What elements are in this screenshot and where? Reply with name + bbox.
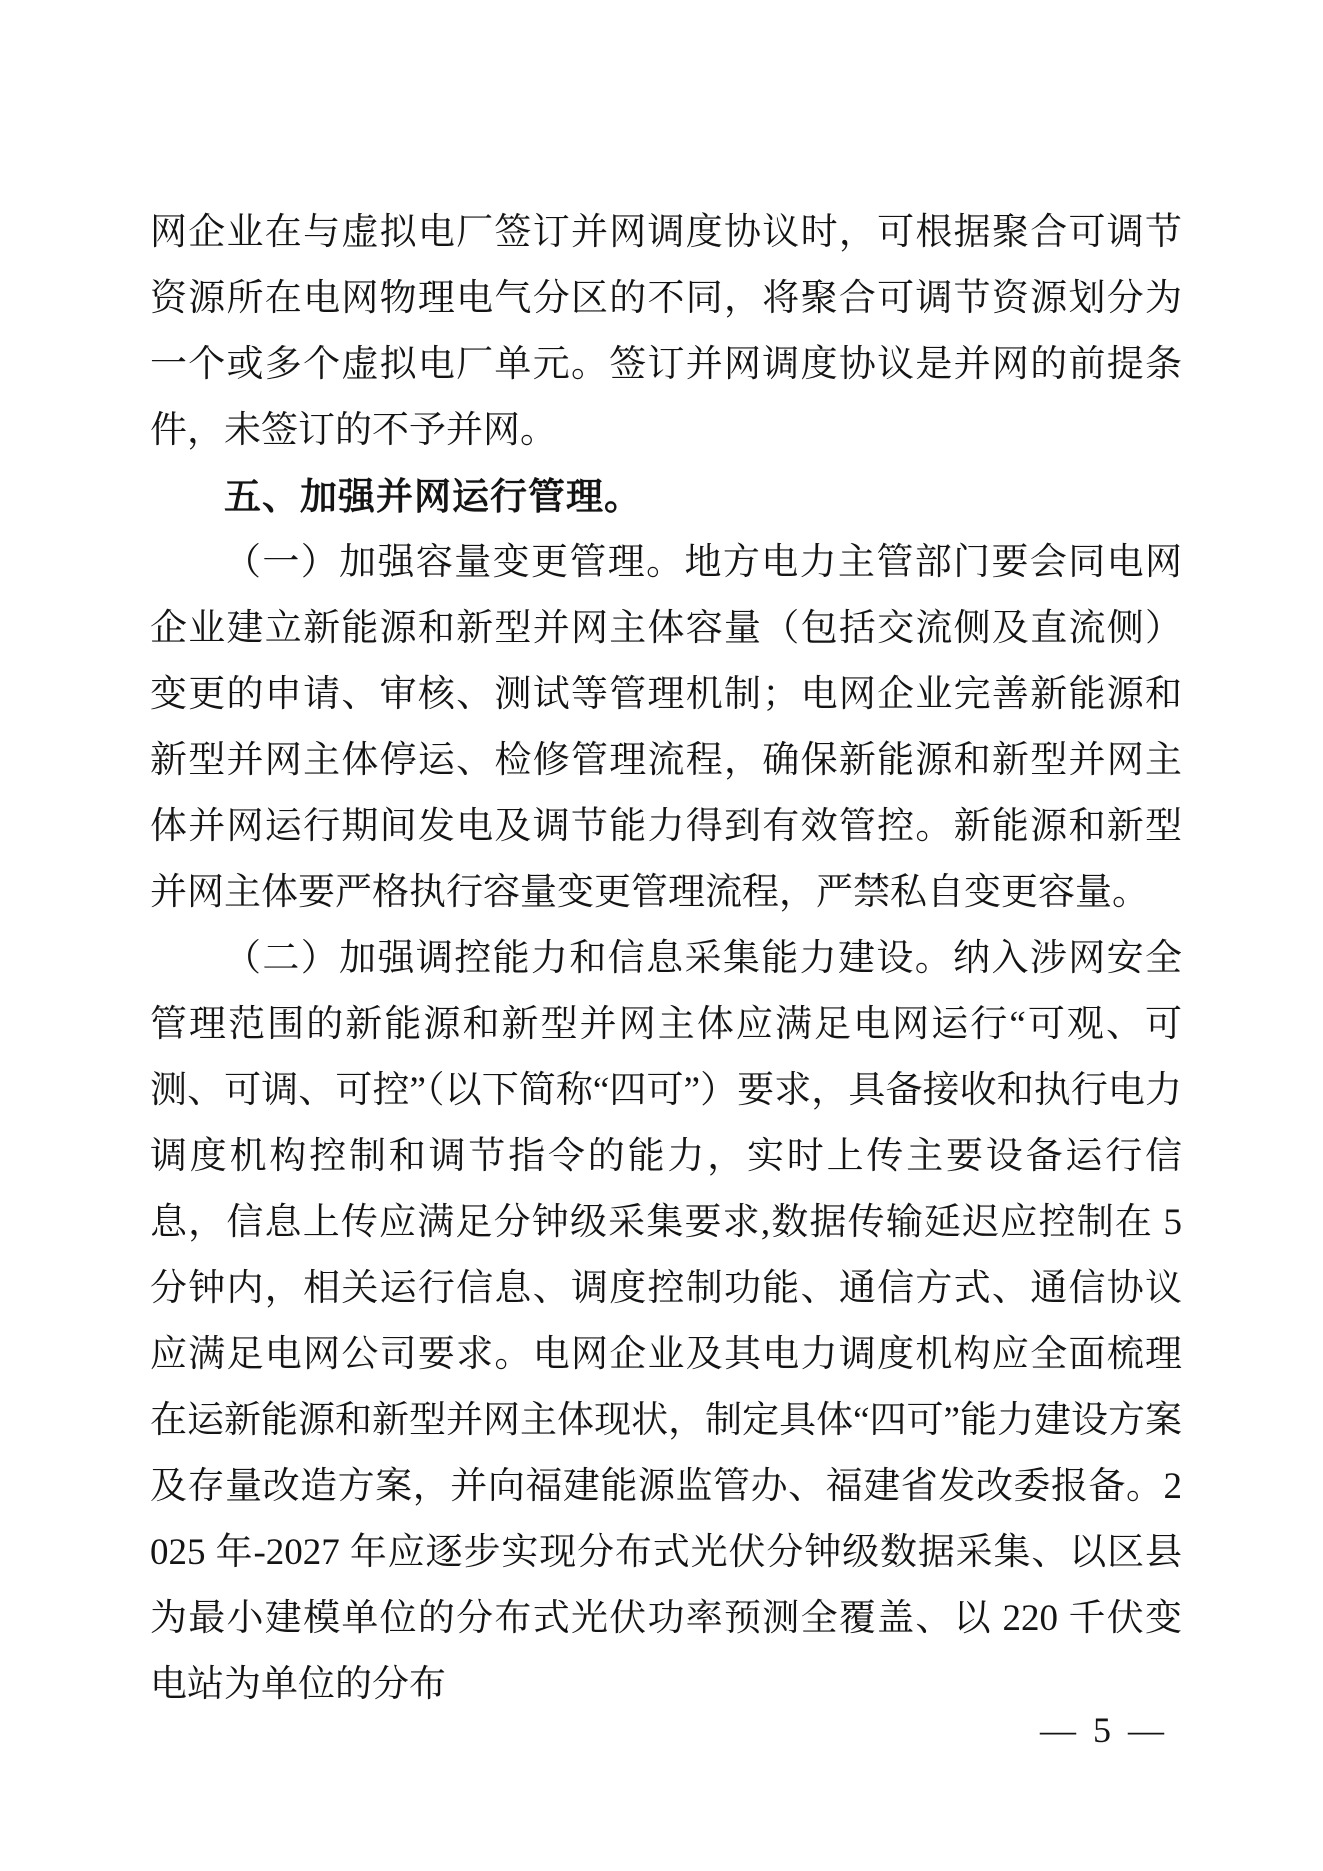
paragraph-item-2 xyxy=(150,926,1182,1718)
clause-body-2: 纳入涉网安全管理范围的新能源和新型并网主体应满足电网运行“可观、可测、可调、可控”（以下简称“四可”）要求，具备接收和执行电力调度机构控制和调节指令的能力，实时上传主要设备运行信息，信息上传应满足分钟级采集要求,数据传输延迟应控制在 5 分钟内，相关运行信息、调度控制功能、通信方式、通信协议应满足电网公司要求。电网企业及其电力调度机构应全面梳理在运新能源和新型并网主体现状，制定具体“四可”能力建设方案及存量改造方案，并向福建能源监管办、福建省发改委报备。2025 年-2027 年应逐步实现分布式光伏分钟级数据采集、以区县为最小建模单位的分布式光伏功率预测全覆盖、以 220 千伏变电站为单位的分布 xyxy=(150,938,1182,1705)
clause-lead-1: （一）加强容量变更管理。 xyxy=(224,542,685,583)
paragraph-item-1 xyxy=(150,530,1182,926)
page-number: — 5 — xyxy=(1040,1710,1168,1750)
clause-lead-2: （二）加强调控能力和信息采集能力建设。 xyxy=(224,938,954,979)
document-body xyxy=(150,200,1182,1718)
paragraph-continuation: 网企业在与虚拟电厂签订并网调度协议时，可根据聚合可调节资源所在电网物理电气分区的不同，将聚合可调节资源划分为一个或多个虚拟电厂单元。签订并网调度协议是并网的前提条件，未签订的不予并网。 xyxy=(150,212,1182,451)
section-heading: 五、加强并网运行管理。 xyxy=(224,476,642,517)
clause-body-1: 地方电力主管部门要会同电网企业建立新能源和新型并网主体容量（包括交流侧及直流侧）变更的申请、审核、测试等管理机制；电网企业完善新能源和新型并网主体停运、检修管理流程，确保新能源和新型并网主体并网运行期间发电及调节能力得到有效管控。新能源和新型并网主体要严格执行容量变更管理流程，严禁私自变更容量。 xyxy=(150,542,1182,913)
